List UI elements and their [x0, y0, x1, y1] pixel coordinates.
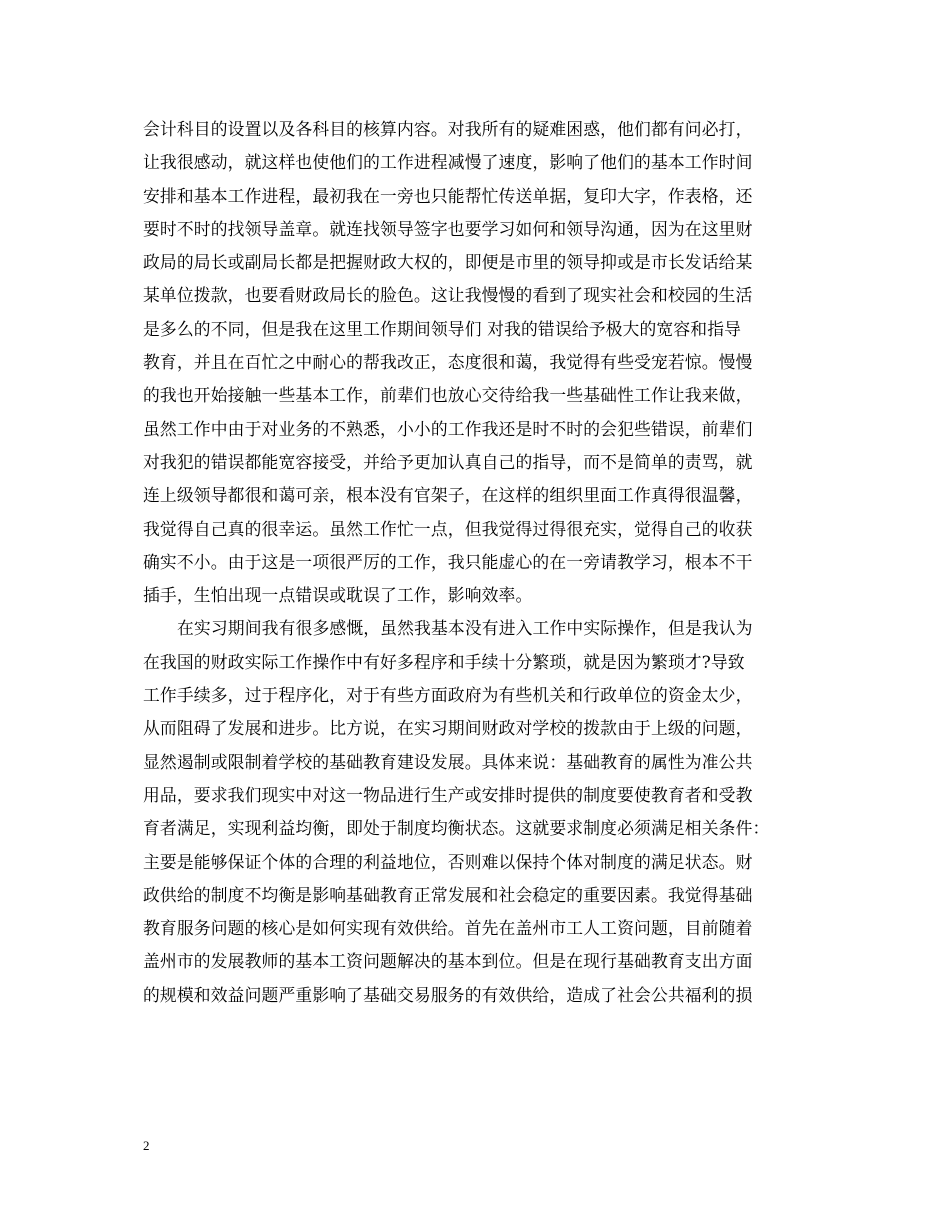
text-line: 让我很感动，就这样也使他们的工作进程减慢了速度，影响了他们的基本工作时间: [143, 152, 753, 173]
text-line: 的我也开始接触一些基本工作，前辈们也放心交待给我一些基础性工作让我来做，: [143, 385, 753, 406]
text-line: 在我国的财政实际工作操作中有好多程序和手续十分繁琐，就是因为繁琐才?导致: [143, 651, 745, 672]
text-line: 插手，生怕出现一点错误或耽误了工作，影响效率。: [143, 585, 533, 606]
text-line: 育者满足，实现利益均衡，即处于制度均衡状态。这就要求制度必须满足相关条件：: [143, 818, 770, 839]
text-line: 主要是能够保证个体的合理的利益地位，否则难以保持个体对制度的满足状态。财: [143, 851, 753, 872]
text-line: 从而阻碍了发展和进步。比方说，在实习期间财政对学校的拨款由于上级的问题，: [143, 718, 753, 739]
text-line: 对我犯的错误都能宽容接受，并给予更加认真自己的指导，而不是简单的责骂，就: [143, 451, 753, 472]
text-line: 政局的局长或副局长都是把握财政大权的，即便是市里的领导抑或是市长发话给某: [143, 252, 753, 273]
text-line-indented: 在实习期间我有很多感慨，虽然我基本没有进入工作中实际操作，但是我认为: [177, 618, 753, 639]
text-line: 政供给的制度不均衡是影响基础教育正常发展和社会稳定的重要因素。我觉得基础: [143, 884, 753, 905]
text-line: 盖州市的发展教师的基本工资问题解决的基本到位。但是在现行基础教育支出方面: [143, 951, 753, 972]
page-number: 2: [143, 1138, 150, 1153]
text-line: 用品，要求我们现实中对这一物品进行生产或安排时提供的制度要使教育者和受教: [143, 784, 753, 805]
text-line: 虽然工作中由于对业务的不熟悉，小小的工作我还是时不时的会犯些错误，前辈们: [143, 418, 753, 439]
text-line: 某单位拨款，也要看财政局长的脸色。这让我慢慢的看到了现实社会和校园的生活: [143, 285, 753, 306]
text-line: 安排和基本工作进程，最初我在一旁也只能帮忙传送单据，复印大字，作表格，还: [143, 185, 753, 206]
text-line: 教育服务问题的核心是如何实现有效供给。首先在盖州市工人工资问题，目前随着: [143, 918, 753, 939]
text-line: 连上级领导都很和蔼可亲，根本没有官架子，在这样的组织里面工作真得很温馨，: [143, 485, 753, 506]
text-line: 显然遏制或限制着学校的基础教育建设发展。具体来说：基础教育的属性为准公共: [143, 751, 753, 772]
text-line: 要时不时的找领导盖章。就连找领导签字也要学习如何和领导沟通，因为在这里财: [143, 218, 753, 239]
text-line: 是多么的不同，但是我在这里工作期间领导们 对我的错误给予极大的宽容和指导: [143, 318, 742, 339]
text-line: 的规模和效益问题严重影响了基础交易服务的有效供给，造成了社会公共福利的损: [143, 984, 753, 1005]
text-line: 工作手续多，过于程序化，对于有些方面政府为有些机关和行政单位的资金太少，: [143, 685, 753, 706]
text-line: 教育，并且在百忙之中耐心的帮我改正，态度很和蔼，我觉得有些受宠若惊。慢慢: [143, 352, 753, 373]
body-text: [143, 113, 813, 1012]
paragraph-2: [143, 612, 813, 1012]
paragraph-1: [143, 113, 813, 612]
text-line: 会计科目的设置以及各科目的核算内容。对我所有的疑难困惑，他们都有问必打，: [143, 119, 753, 139]
text-line: 我觉得自己真的很幸运。虽然工作忙一点，但我觉得过得很充实，觉得自己的收获: [143, 518, 753, 539]
text-line: 确实不小。由于这是一项很严厉的工作，我只能虚心的在一旁请教学习，根本不干: [143, 551, 753, 572]
